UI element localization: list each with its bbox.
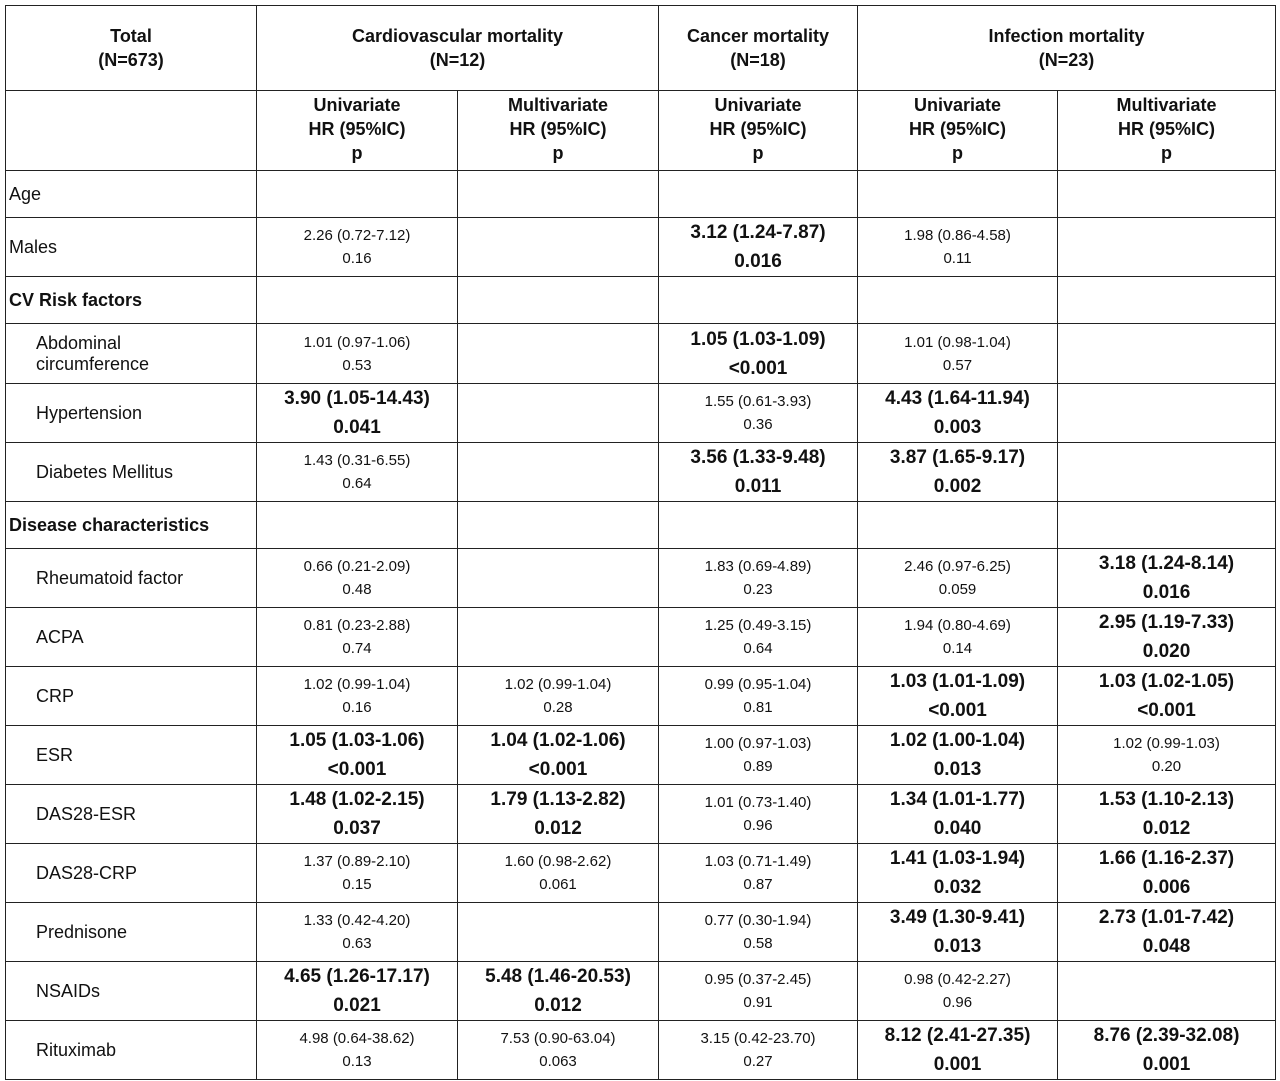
- hr-cell: [458, 1021, 659, 1080]
- row-label: Rheumatoid factor: [6, 549, 257, 608]
- row-label: NSAIDs: [6, 962, 257, 1021]
- p-value: <0.001: [528, 759, 588, 780]
- hazard-ratio: 1.66 (1.16-2.37): [1098, 848, 1235, 869]
- p-value: 0.016: [1142, 582, 1191, 603]
- mortality-hazard-ratio-table: [5, 5, 1276, 1080]
- hazard-ratio: 4.65 (1.26-17.17): [284, 966, 430, 987]
- header-title: Cancer mortality: [686, 26, 830, 46]
- p-value: <0.001: [327, 759, 387, 780]
- row-label: Diabetes Mellitus: [6, 443, 257, 502]
- hazard-ratio: 4.98 (0.64-38.62): [299, 1030, 415, 1047]
- hr-cell: [257, 1021, 458, 1080]
- p-value: 0.061: [539, 876, 577, 893]
- hr-cell: [1058, 549, 1276, 608]
- header-l1: Multivariate: [507, 95, 609, 115]
- hazard-ratio: 1.83 (0.69-4.89): [704, 558, 812, 575]
- hr-cell: [1058, 218, 1276, 277]
- header-n: (N=12): [429, 50, 486, 70]
- hr-cell: [659, 324, 858, 384]
- hr-cell: [257, 962, 458, 1021]
- hr-cell: [257, 324, 458, 384]
- header-cardiovascular: [257, 6, 659, 91]
- p-value: 0.87: [743, 876, 773, 893]
- p-value: 0.20: [1151, 758, 1182, 775]
- hr-cell: [458, 667, 659, 726]
- table-row: [6, 903, 1276, 962]
- p-value: 0.23: [743, 581, 773, 598]
- hazard-ratio: 7.53 (0.90-63.04): [500, 1030, 616, 1047]
- p-value: 0.27: [743, 1053, 773, 1070]
- hr-cell: [858, 218, 1058, 277]
- hazard-ratio: 0.98 (0.42-2.27): [904, 971, 1011, 988]
- hr-cell: [858, 1021, 1058, 1080]
- hr-cell: [1058, 277, 1276, 324]
- p-value: 0.36: [743, 416, 773, 433]
- hr-cell: [1058, 443, 1276, 502]
- hr-cell: [458, 962, 659, 1021]
- p-value: 0.57: [942, 356, 973, 374]
- hazard-ratio: 1.98 (0.86-4.58): [904, 227, 1011, 244]
- hr-cell: [1058, 667, 1276, 726]
- hr-cell: [659, 667, 858, 726]
- hr-cell: [1058, 608, 1276, 667]
- header-analysis-univariate: [858, 91, 1058, 171]
- p-value: 0.032: [933, 877, 982, 898]
- hr-cell: [659, 785, 858, 844]
- table-row: [6, 1021, 1276, 1080]
- header-l3: p: [351, 143, 363, 163]
- p-value: 0.001: [933, 1054, 982, 1075]
- hazard-ratio: 4.43 (1.64-11.94): [885, 388, 1030, 409]
- hazard-ratio: 1.03 (1.02-1.05): [1098, 671, 1235, 692]
- table-row: [6, 726, 1276, 785]
- header-row-analysis: [6, 91, 1276, 171]
- p-value: 0.81: [743, 699, 773, 716]
- hazard-ratio: 3.56 (1.33-9.48): [690, 447, 826, 468]
- hr-cell: [257, 502, 458, 549]
- row-label: Males: [6, 218, 257, 277]
- p-value: 0.96: [743, 817, 773, 834]
- hr-cell: [458, 549, 659, 608]
- row-label: Abdominal circumference: [6, 324, 257, 384]
- hazard-ratio: 3.87 (1.65-9.17): [889, 447, 1026, 468]
- p-value: 0.016: [734, 251, 782, 272]
- header-l1: Multivariate: [1116, 95, 1217, 115]
- p-value: 0.012: [1142, 818, 1191, 839]
- hr-cell: [257, 443, 458, 502]
- hr-cell: [257, 384, 458, 443]
- hr-cell: [458, 785, 659, 844]
- hazard-ratio: 1.53 (1.10-2.13): [1098, 789, 1235, 810]
- hr-cell: [858, 726, 1058, 785]
- hazard-ratio: 1.60 (0.98-2.62): [504, 853, 612, 870]
- header-n: (N=18): [730, 50, 786, 70]
- hazard-ratio: 1.94 (0.80-4.69): [904, 617, 1011, 634]
- hazard-ratio: 3.90 (1.05-14.43): [284, 388, 430, 409]
- p-value: <0.001: [928, 700, 987, 721]
- hr-cell: [858, 171, 1058, 218]
- hr-cell: [858, 443, 1058, 502]
- table-row: [6, 785, 1276, 844]
- hr-cell: [1058, 785, 1276, 844]
- header-l2: HR (95%IC): [509, 119, 607, 139]
- hazard-ratio: 0.66 (0.21-2.09): [303, 558, 411, 575]
- hazard-ratio: 1.37 (0.89-2.10): [303, 853, 411, 870]
- header-l2: HR (95%IC): [308, 119, 406, 139]
- p-value: 0.059: [938, 581, 977, 598]
- hazard-ratio: 1.03 (1.01-1.09): [889, 671, 1026, 692]
- hazard-ratio: 3.12 (1.24-7.87): [690, 222, 826, 243]
- header-infection: [858, 6, 1276, 91]
- hr-cell: [1058, 1021, 1276, 1080]
- p-value: 0.64: [342, 475, 372, 492]
- p-value: 0.012: [534, 995, 582, 1016]
- table-row: [6, 443, 1276, 502]
- p-value: 0.13: [342, 1053, 372, 1070]
- header-title: Cardiovascular mortality: [351, 26, 564, 46]
- header-analysis-univariate: [257, 91, 458, 171]
- hr-cell: [458, 608, 659, 667]
- header-row-groups: [6, 6, 1276, 91]
- p-value: 0.001: [1142, 1054, 1191, 1075]
- p-value: 0.003: [933, 417, 982, 438]
- hr-cell: [659, 726, 858, 785]
- hazard-ratio: 0.95 (0.37-2.45): [704, 971, 812, 988]
- p-value: <0.001: [728, 357, 788, 379]
- hazard-ratio: 0.81 (0.23-2.88): [303, 617, 411, 634]
- p-value: 0.64: [743, 640, 773, 657]
- hr-cell: [659, 844, 858, 903]
- p-value: 0.041: [333, 417, 381, 438]
- hr-cell: [257, 549, 458, 608]
- p-value: 0.013: [933, 936, 982, 957]
- hazard-ratio: 1.43 (0.31-6.55): [303, 452, 411, 469]
- table-row: [6, 667, 1276, 726]
- hazard-ratio: 1.02 (0.99-1.03): [1113, 735, 1220, 752]
- row-label: Age: [6, 171, 257, 218]
- hazard-ratio: 3.15 (0.42-23.70): [700, 1030, 816, 1047]
- hr-cell: [458, 903, 659, 962]
- table-row: [6, 171, 1276, 218]
- p-value: 0.013: [933, 759, 982, 780]
- p-value: 0.53: [342, 356, 372, 374]
- hazard-ratio: 1.02 (0.99-1.04): [504, 676, 612, 693]
- hr-cell: [257, 608, 458, 667]
- p-value: 0.91: [743, 994, 773, 1011]
- header-n: (N=23): [1038, 50, 1095, 70]
- header-title: Infection mortality: [988, 26, 1145, 46]
- hr-cell: [659, 171, 858, 218]
- hr-cell: [257, 726, 458, 785]
- section-row: [6, 277, 1276, 324]
- header-l3: p: [952, 143, 964, 163]
- p-value: 0.48: [342, 581, 372, 598]
- hr-cell: [257, 277, 458, 324]
- row-label: CV Risk factors: [6, 277, 257, 324]
- p-value: 0.58: [743, 935, 773, 952]
- hr-cell: [858, 324, 1058, 384]
- hr-cell: [659, 1021, 858, 1080]
- hr-cell: [458, 324, 659, 384]
- header-l1: Univariate: [714, 95, 802, 115]
- table-row: [6, 608, 1276, 667]
- hr-cell: [458, 443, 659, 502]
- hazard-ratio: 0.99 (0.95-1.04): [704, 676, 812, 693]
- p-value: 0.28: [543, 699, 573, 716]
- hr-cell: [257, 844, 458, 903]
- hr-cell: [659, 608, 858, 667]
- hr-cell: [858, 384, 1058, 443]
- hr-cell: [858, 608, 1058, 667]
- hr-cell: [858, 277, 1058, 324]
- row-label: ESR: [6, 726, 257, 785]
- hr-cell: [659, 384, 858, 443]
- hr-cell: [257, 171, 458, 218]
- header-l1: Univariate: [313, 95, 401, 115]
- hr-cell: [659, 502, 858, 549]
- hr-cell: [1058, 726, 1276, 785]
- p-value: 0.048: [1142, 936, 1191, 957]
- hr-cell: [858, 502, 1058, 549]
- table-row: [6, 324, 1276, 384]
- hr-cell: [257, 785, 458, 844]
- header-empty: [6, 91, 257, 171]
- hr-cell: [659, 443, 858, 502]
- hazard-ratio: 5.48 (1.46-20.53): [485, 966, 631, 987]
- header-l2: HR (95%IC): [1118, 119, 1216, 139]
- hr-cell: [458, 502, 659, 549]
- table-row: [6, 549, 1276, 608]
- hazard-ratio: 8.12 (2.41-27.35): [884, 1025, 1031, 1046]
- header-analysis-univariate: [659, 91, 858, 171]
- header-total: [6, 6, 257, 91]
- p-value: 0.063: [539, 1053, 577, 1070]
- header-l2: HR (95%IC): [709, 119, 807, 139]
- header-n: (N=673): [98, 50, 164, 70]
- hazard-ratio: 1.01 (0.97-1.06): [303, 333, 411, 351]
- hazard-ratio: 8.76 (2.39-32.08): [1093, 1025, 1240, 1046]
- p-value: 0.16: [342, 250, 372, 267]
- p-value: 0.040: [933, 818, 982, 839]
- hr-cell: [1058, 844, 1276, 903]
- hr-cell: [1058, 324, 1276, 384]
- hr-cell: [659, 277, 858, 324]
- table-body: [6, 171, 1276, 1080]
- p-value: 0.002: [933, 476, 982, 497]
- p-value: 0.74: [342, 640, 372, 657]
- hazard-ratio: 3.18 (1.24-8.14): [1098, 553, 1235, 574]
- hazard-ratio: 1.03 (0.71-1.49): [704, 853, 812, 870]
- table-row: [6, 384, 1276, 443]
- hr-cell: [257, 667, 458, 726]
- hr-cell: [858, 549, 1058, 608]
- hr-cell: [458, 726, 659, 785]
- hazard-ratio: 1.34 (1.01-1.77): [889, 789, 1026, 810]
- p-value: 0.011: [734, 476, 782, 497]
- row-label: Rituximab: [6, 1021, 257, 1080]
- p-value: 0.012: [534, 818, 582, 839]
- hr-cell: [659, 218, 858, 277]
- hr-cell: [257, 903, 458, 962]
- hazard-ratio: 2.46 (0.97-6.25): [904, 558, 1011, 575]
- hr-cell: [858, 962, 1058, 1021]
- hazard-ratio: 2.95 (1.19-7.33): [1098, 612, 1235, 633]
- header-analysis-multivariate: [458, 91, 659, 171]
- header-title: Total: [110, 26, 152, 46]
- hazard-ratio: 1.04 (1.02-1.06): [490, 730, 626, 751]
- p-value: 0.15: [342, 876, 372, 893]
- hr-cell: [458, 844, 659, 903]
- hr-cell: [1058, 384, 1276, 443]
- row-label: CRP: [6, 667, 257, 726]
- hazard-ratio: 1.25 (0.49-3.15): [704, 617, 812, 634]
- p-value: 0.14: [942, 640, 973, 657]
- section-row: [6, 502, 1276, 549]
- header-l1: Univariate: [913, 95, 1002, 115]
- p-value: 0.16: [342, 699, 372, 716]
- row-label: Disease characteristics: [6, 502, 257, 549]
- hr-cell: [858, 903, 1058, 962]
- p-value: 0.020: [1142, 641, 1191, 662]
- p-value: 0.96: [942, 994, 973, 1011]
- row-label: Hypertension: [6, 384, 257, 443]
- hr-cell: [1058, 903, 1276, 962]
- hr-cell: [458, 171, 659, 218]
- hazard-ratio: 1.55 (0.61-3.93): [704, 393, 812, 410]
- hazard-ratio: 0.77 (0.30-1.94): [704, 912, 812, 929]
- hr-cell: [257, 218, 458, 277]
- hazard-ratio: 1.01 (0.73-1.40): [704, 794, 812, 811]
- p-value: 0.006: [1142, 877, 1191, 898]
- hr-cell: [1058, 171, 1276, 218]
- table-row: [6, 962, 1276, 1021]
- header-analysis-multivariate: [1058, 91, 1276, 171]
- hr-cell: [458, 277, 659, 324]
- hazard-ratio: 1.05 (1.03-1.09): [690, 328, 826, 350]
- hazard-ratio: 3.49 (1.30-9.41): [889, 907, 1026, 928]
- hr-cell: [1058, 502, 1276, 549]
- p-value: 0.11: [943, 250, 972, 267]
- hr-cell: [659, 962, 858, 1021]
- table-row: [6, 218, 1276, 277]
- hazard-ratio: 1.33 (0.42-4.20): [303, 912, 411, 929]
- hr-cell: [659, 903, 858, 962]
- hazard-ratio: 1.00 (0.97-1.03): [704, 735, 812, 752]
- header-l2: HR (95%IC): [909, 119, 1007, 139]
- table-row: [6, 844, 1276, 903]
- p-value: 0.89: [743, 758, 773, 775]
- hr-cell: [1058, 962, 1276, 1021]
- p-value: 0.021: [333, 995, 381, 1016]
- hazard-ratio: 1.05 (1.03-1.06): [289, 730, 425, 751]
- hr-cell: [858, 667, 1058, 726]
- hazard-ratio: 1.48 (1.02-2.15): [289, 789, 425, 810]
- p-value: 0.63: [342, 935, 372, 952]
- header-l3: p: [1161, 143, 1173, 163]
- hr-cell: [659, 549, 858, 608]
- hazard-ratio: 2.73 (1.01-7.42): [1098, 907, 1235, 928]
- hazard-ratio: 2.26 (0.72-7.12): [303, 227, 411, 244]
- row-label: DAS28-ESR: [6, 785, 257, 844]
- hr-cell: [858, 785, 1058, 844]
- header-l3: p: [552, 143, 564, 163]
- header-l3: p: [752, 143, 764, 163]
- row-label: DAS28-CRP: [6, 844, 257, 903]
- hazard-ratio: 1.01 (0.98-1.04): [904, 333, 1011, 351]
- hazard-ratio: 1.02 (1.00-1.04): [889, 730, 1026, 751]
- hazard-ratio: 1.02 (0.99-1.04): [303, 676, 411, 693]
- p-value: <0.001: [1137, 700, 1196, 721]
- hr-cell: [858, 844, 1058, 903]
- header-cancer: [659, 6, 858, 91]
- row-label: Prednisone: [6, 903, 257, 962]
- hazard-ratio: 1.79 (1.13-2.82): [490, 789, 626, 810]
- hazard-ratio: 1.41 (1.03-1.94): [889, 848, 1026, 869]
- p-value: 0.037: [333, 818, 381, 839]
- hr-cell: [458, 218, 659, 277]
- hr-cell: [458, 384, 659, 443]
- row-label: ACPA: [6, 608, 257, 667]
